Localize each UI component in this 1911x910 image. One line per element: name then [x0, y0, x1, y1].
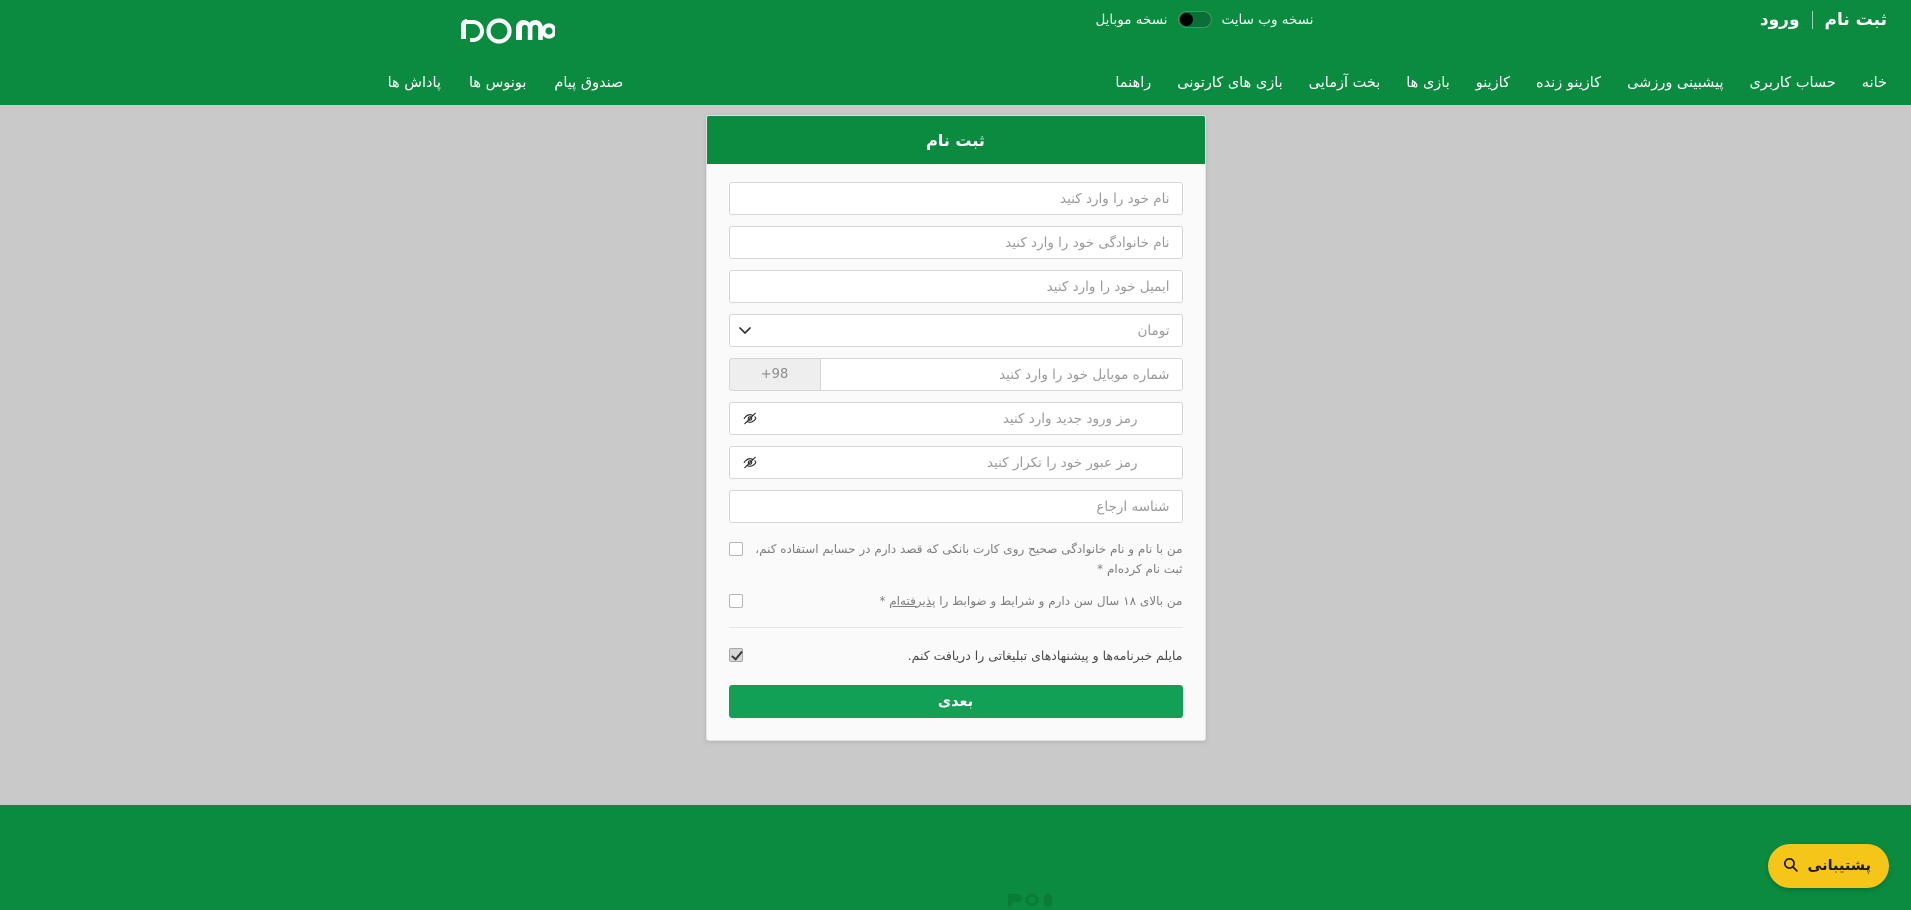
- eye-off-icon-repeat[interactable]: [737, 450, 763, 476]
- consent-marketing-checkbox[interactable]: [729, 648, 743, 662]
- password-row: [729, 402, 1183, 435]
- last-name-input[interactable]: [729, 226, 1183, 259]
- nav-item-sports-betting[interactable]: پیشبینی ورزشی: [1627, 75, 1724, 91]
- nav-item-rewards[interactable]: پاداش ها: [387, 75, 441, 91]
- nav-item-cartoon-games[interactable]: بازی های کارتونی: [1177, 75, 1283, 91]
- nav-item-lottery[interactable]: بخت آزمایی: [1308, 75, 1381, 91]
- footer-logo: [1004, 890, 1064, 910]
- support-button[interactable]: [1768, 844, 1889, 888]
- nav-item-bonuses[interactable]: بونوس ها: [468, 75, 527, 91]
- consent-marketing-row: [729, 640, 1183, 669]
- auth-divider: [1812, 11, 1813, 29]
- terms-link[interactable]: پذیرفته‌ام: [889, 593, 936, 608]
- password-input[interactable]: [729, 402, 1183, 435]
- phone-row: [729, 358, 1183, 391]
- register-link[interactable]: ثبت نام: [1824, 10, 1887, 30]
- page-content: [0, 105, 1911, 805]
- site-footer: [0, 805, 1911, 910]
- version-toggle-knob: [1180, 13, 1193, 26]
- search-icon: [1782, 856, 1799, 877]
- site-logo[interactable]: [461, 4, 555, 54]
- currency-select-wrapper: [729, 314, 1183, 347]
- site-version-switch: [1095, 11, 1313, 28]
- consent-terms-checkbox[interactable]: [729, 594, 743, 608]
- registration-card: [706, 115, 1206, 741]
- consent-bank-name-checkbox[interactable]: [729, 542, 743, 556]
- eye-off-icon[interactable]: [737, 406, 763, 432]
- consent-terms-label: [753, 592, 1183, 612]
- web-version-label: نسخه وب سایت: [1221, 11, 1314, 28]
- card-title: ثبت نام: [707, 116, 1205, 164]
- email-input[interactable]: [729, 270, 1183, 303]
- form-divider: [729, 627, 1183, 628]
- consent-marketing-label: مایلم خبرنامه‌ها و پیشنهادهای تبلیغاتی را دریافت کنم.: [907, 648, 1183, 664]
- site-header: [0, 0, 1911, 105]
- consent-terms-text-after: *: [879, 593, 890, 608]
- secondary-nav: [388, 75, 624, 91]
- next-button[interactable]: بعدی: [729, 685, 1183, 718]
- support-label: پشتیبانی: [1807, 858, 1871, 874]
- mobile-version-label: نسخه موبایل: [1095, 11, 1168, 28]
- password-repeat-input[interactable]: [729, 446, 1183, 479]
- primary-nav: [1115, 75, 1887, 91]
- first-name-input[interactable]: [729, 182, 1183, 215]
- consent-terms-text-before: من بالای ۱۸ سال سن دارم و شرایط و ضوابط را: [935, 593, 1183, 608]
- nav-item-guide[interactable]: راهنما: [1115, 75, 1152, 91]
- consent-terms-row: [729, 586, 1183, 614]
- betmo-logo-icon: [461, 7, 555, 51]
- nav-item-games[interactable]: بازی ها: [1406, 75, 1450, 91]
- phone-input[interactable]: [821, 358, 1183, 391]
- nav-item-live-casino[interactable]: کازینو زنده: [1535, 75, 1602, 91]
- nav-item-home[interactable]: خانه: [1861, 75, 1887, 91]
- password-repeat-row: [729, 446, 1183, 479]
- nav-item-account[interactable]: حساب کاربری: [1749, 75, 1836, 91]
- registration-form: [707, 164, 1205, 740]
- version-toggle[interactable]: [1178, 11, 1212, 28]
- nav-item-inbox[interactable]: صندوق پیام: [554, 75, 624, 91]
- auth-links: [1760, 10, 1887, 30]
- nav-item-casino[interactable]: کازینو: [1475, 75, 1510, 91]
- header-top-row: [0, 0, 1911, 60]
- header-nav-row: [0, 61, 1911, 105]
- consent-bank-name-row: [729, 534, 1183, 582]
- phone-country-prefix[interactable]: +98: [729, 358, 821, 391]
- currency-select[interactable]: [729, 314, 1183, 347]
- login-link[interactable]: ورود: [1759, 10, 1800, 30]
- consent-bank-name-label: من با نام و نام خانوادگی صحیح روی کارت بانکی که قصد دارم در حسابم استفاده کنم، ثبت نام کرده‌ام *: [755, 542, 1183, 576]
- footer-logo-icon: [1004, 890, 1064, 906]
- referral-code-input[interactable]: [729, 490, 1183, 523]
